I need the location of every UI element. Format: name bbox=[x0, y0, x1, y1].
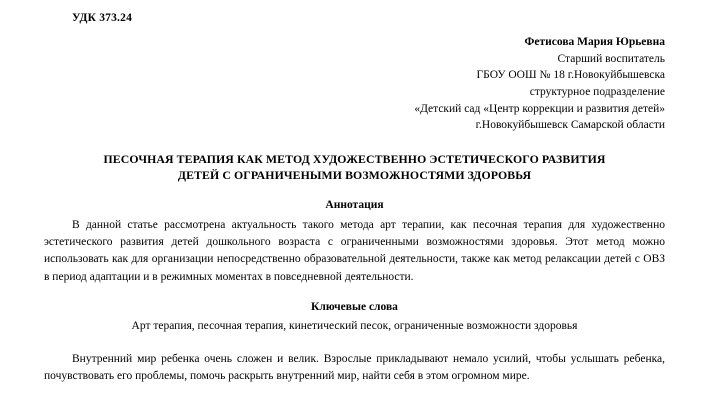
article-title bbox=[44, 152, 665, 184]
article-title-line-2: ДЕТЕЙ С ОГРАНИЧЕНЫМИ ВОЗМОЖНОСТЯМИ ЗДОРОВЬЯ bbox=[177, 167, 532, 182]
author-affiliation-line-5: г.Новокуйбышевск Самарской области bbox=[475, 119, 665, 132]
abstract-paragraph: В данной статье рассмотрена актуальность такого метода арт терапии, как песочная терапия для художественно эстетического развития детей дошкольного возраста с ограниченными возможностями здоровья. Этот метод можно использовать как для организации непосредственно образовательной деятельности, также как метод релаксации детей с ОВЗ в период адаптации и в режимных моментах в повседневной деятельности. bbox=[44, 218, 665, 283]
author-affiliation-line-1: Старший воспитатель bbox=[557, 52, 665, 65]
keywords-heading: Ключевые слова bbox=[311, 300, 398, 313]
udk-code: УДК 373.24 bbox=[72, 12, 133, 24]
author-affiliation-line-2: ГБОУ ООШ № 18 г.Новокуйбышевска bbox=[476, 69, 665, 82]
article-title-line-1: ПЕСОЧНАЯ ТЕРАПИЯ КАК МЕТОД ХУДОЖЕСТВЕННО ЭСТЕТИЧЕСКОГО РАЗВИТИЯ bbox=[103, 152, 606, 167]
keywords-text: Арт терапия, песочная терапия, кинетический песок, ограниченные возможности здоровья bbox=[131, 319, 578, 332]
abstract-heading: Аннотация bbox=[325, 198, 384, 211]
author-block bbox=[44, 34, 665, 134]
author-affiliation-line-4: «Детский сад «Центр коррекции и развития детей» bbox=[414, 102, 665, 115]
author-name: Фетисова Мария Юрьевна bbox=[524, 36, 665, 48]
body-paragraph: Внутренний мир ребенка очень сложен и велик. Взрослые прикладывают немало усилий, чтобы услышать ребенка, почувствовать его проблемы, помочь раскрыть внутренний мир, найти себя в этом огромном мире. bbox=[44, 353, 665, 383]
author-affiliation-line-3: структурное подразделение bbox=[529, 86, 665, 99]
